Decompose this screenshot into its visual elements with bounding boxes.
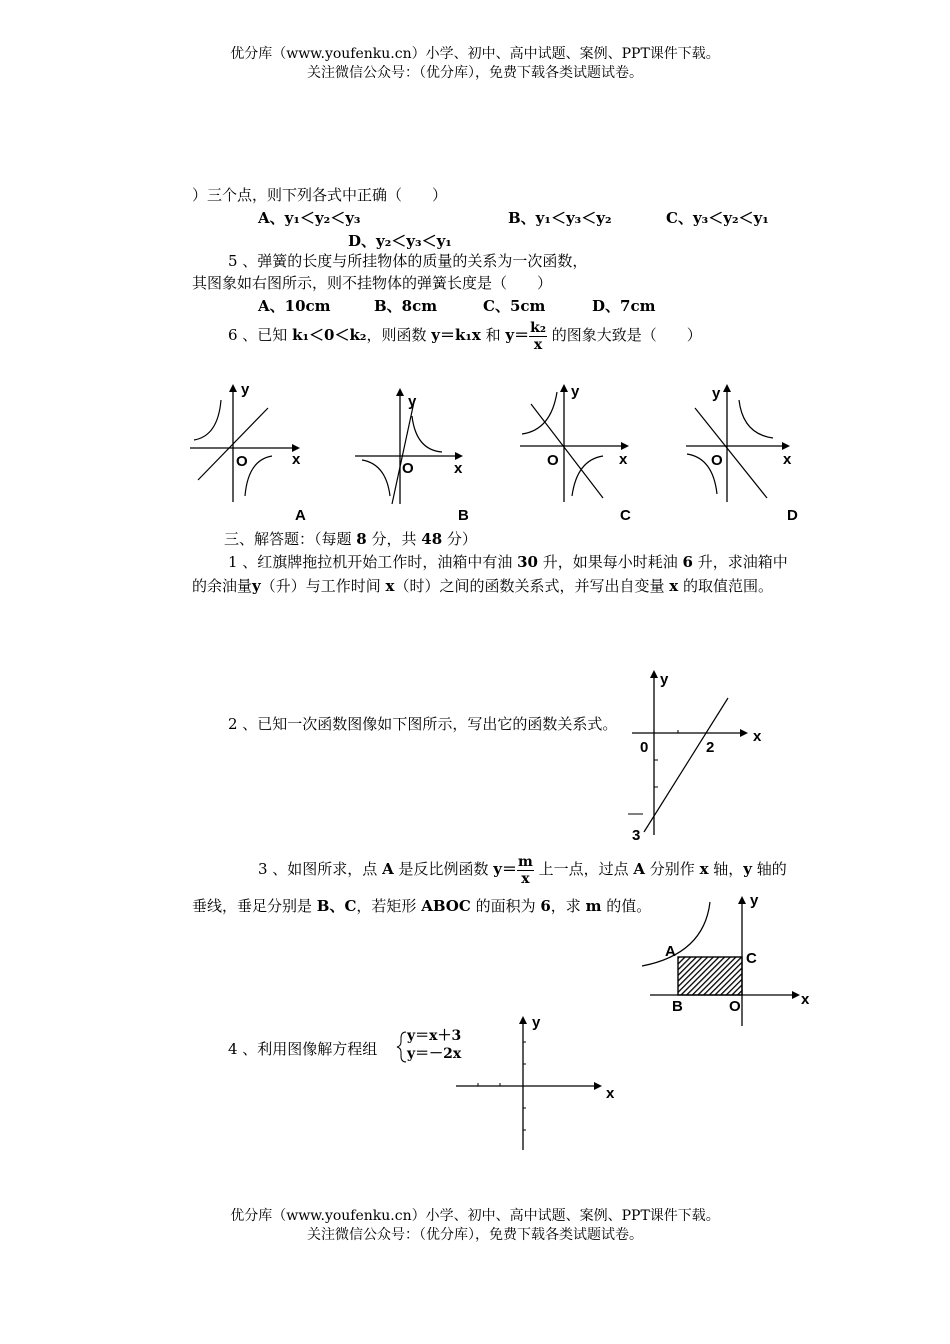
q4-option-d: D、y₂＜y₃＜y₁ <box>348 232 452 250</box>
p3-l1-part: 是反比例函数 <box>393 860 494 878</box>
q6-frac-num: k₂ <box>530 319 546 336</box>
p1-line-1 <box>228 551 788 572</box>
p3-axis-x: x <box>801 991 810 1008</box>
p3-label-b: B <box>672 998 683 1015</box>
p3-l1-part: 轴的 <box>752 860 787 878</box>
p3-l2-bc: B、C <box>316 897 357 915</box>
q6-a-axis-y: y <box>241 381 250 398</box>
section3-title-post: 分） <box>442 530 477 548</box>
q6-frac-den: x <box>533 336 543 353</box>
q6-b-origin: O <box>402 460 414 477</box>
section3-points-total: 48 <box>421 530 443 548</box>
q6-condition: k₁＜0＜k₂ <box>292 326 367 344</box>
p1-l2-var-x: x <box>385 577 395 595</box>
p3-rectangle-aboc <box>678 957 742 995</box>
q4-option-c: C、y₃＜y₂＜y₁ <box>666 209 769 227</box>
q6-graph-b <box>352 380 477 510</box>
q4-stem: ）三个点，则下列各式中正确（ ） <box>192 186 448 204</box>
p1-l1-part: 升，如果每小时耗油 <box>537 553 683 571</box>
p1-l2-var-x2: x <box>669 577 679 595</box>
q6-func2-lhs: y＝ <box>505 326 530 344</box>
p4-graph <box>450 1010 630 1155</box>
q6-c-origin: O <box>547 452 559 469</box>
p3-l1-part: 轴， <box>708 860 744 878</box>
p3-l1-x: x <box>699 860 709 878</box>
q5-line-2: 其图象如右图所示，则不挂物体的弹簧长度是（ ） <box>192 274 553 292</box>
q6-graph-a <box>188 380 308 510</box>
q6-b-axis-x: x <box>454 460 463 477</box>
q6-suffix: 的图象大致是（ ） <box>546 326 702 344</box>
q4-option-b: B、y₁＜y₃＜y₂ <box>508 209 612 227</box>
p2-y-minus: — <box>628 805 643 822</box>
q6-d-axis-y: y <box>712 385 721 402</box>
q5-option-a: A、10cm <box>258 297 331 315</box>
p3-l2-area: 6 <box>540 897 551 915</box>
p3-l1-point-a2: A <box>633 860 646 878</box>
q5-option-d: D、7cm <box>592 297 656 315</box>
q6-a-origin: O <box>236 453 248 470</box>
p3-l1-part: 上一点，过点 <box>533 860 634 878</box>
p3-frac-den: x <box>521 870 530 887</box>
q6-fraction <box>529 320 547 353</box>
q6-a-axis-x: x <box>292 451 301 468</box>
q6-prefix: 6 、已知 <box>228 326 293 344</box>
section3-title-mid: 分，共 <box>366 530 422 548</box>
p3-l1-part: 3 、如图所求，点 <box>258 860 383 878</box>
p2-x-intercept: 2 <box>706 739 715 756</box>
q6-graph-b-label: B <box>458 507 469 524</box>
section3-title <box>224 528 477 549</box>
p1-l2-part: （升）与工作时间 <box>260 577 386 595</box>
p2-text: 2 、已知一次函数图像如下图所示，写出它的函数关系式。 <box>228 715 618 733</box>
p1-l2-part: 的取值范围。 <box>678 577 773 595</box>
header-line-2: 关注微信公众号：（优分库），免费下载各类试题试卷。 <box>307 65 643 81</box>
p4-axis-y: y <box>532 1014 541 1031</box>
header-line-1: 优分库（www.youfenku.cn）小学、初中、高中试题、案例、PPT课件下载。 <box>230 46 720 62</box>
p3-line-2 <box>192 895 651 916</box>
p3-axis-y: y <box>750 892 759 909</box>
section3-title-pre: 三、解答题：（每题 <box>224 530 357 548</box>
q5-line-1: 5 、弹簧的长度与所挂物体的质量的关系为一次函数， <box>228 252 588 270</box>
p3-l1-point-a: A <box>382 860 394 878</box>
section3-points-each: 8 <box>356 530 367 548</box>
p3-l2-m: m <box>585 897 602 915</box>
p3-label-a: A <box>665 943 676 960</box>
p1-l1-part: 1 、红旗牌拖拉机开始工作时，油箱中有油 <box>228 553 518 571</box>
q6-stem <box>228 318 702 353</box>
p4-equation-1: y＝x＋3 <box>407 1028 462 1044</box>
p2-axis-y: y <box>660 671 669 688</box>
p3-l1-part: 分别作 <box>645 860 700 878</box>
p3-label-c: C <box>746 950 757 967</box>
q6-c-axis-x: x <box>619 451 628 468</box>
q6-func1: y＝k₁x <box>431 326 481 344</box>
q5-option-c: C、5cm <box>483 297 546 315</box>
p4-text: 4 、利用图像解方程组 <box>228 1040 378 1058</box>
p3-frac-num: m <box>518 853 533 870</box>
p1-l2-part: 的余油量 <box>192 577 253 595</box>
p3-l2-aboc: ABOC <box>421 897 471 915</box>
q6-mid: ，则函数 <box>366 326 432 344</box>
p2-graph <box>620 660 780 850</box>
q4-option-a: A、y₁＜y₂＜y₃ <box>258 209 361 227</box>
p3-l2-part: 垂线，垂足分别是 <box>192 897 317 915</box>
p3-l2-part: ，求 <box>550 897 586 915</box>
q6-d-origin: O <box>711 452 723 469</box>
p2-y-intercept: 3 <box>632 827 641 844</box>
p1-l2-part: （时）之间的函数关系式，并写出自变量 <box>394 577 670 595</box>
p3-l2-part: 的值。 <box>601 897 652 915</box>
q5-option-b: B、8cm <box>374 297 438 315</box>
p3-l2-part: 的面积为 <box>470 897 541 915</box>
q6-graph-a-label: A <box>295 507 306 524</box>
p3-fraction <box>517 854 534 887</box>
p3-l2-part: ，若矩形 <box>356 897 422 915</box>
q6-graph-d <box>683 378 808 508</box>
q6-b-axis-y: y <box>408 393 417 410</box>
p4-equation-2: y＝－2x <box>407 1046 462 1062</box>
p3-graph <box>640 888 820 1028</box>
p3-label-o: O <box>729 998 741 1015</box>
p4-axis-x: x <box>606 1085 615 1102</box>
p2-origin: 0 <box>640 739 649 756</box>
p1-line-2 <box>192 575 773 596</box>
q6-and: 和 <box>480 326 506 344</box>
q6-d-axis-x: x <box>783 451 792 468</box>
p2-axis-x: x <box>753 728 762 745</box>
p1-l1-oil: 30 <box>517 553 538 571</box>
footer-line-1: 优分库（www.youfenku.cn）小学、初中、高中试题、案例、PPT课件下载。 <box>230 1208 720 1224</box>
p3-l1-func-lhs: y＝ <box>493 860 517 878</box>
p1-l2-var-y: y <box>252 577 261 595</box>
q6-c-axis-y: y <box>571 383 580 400</box>
q6-graph-c-label: C <box>620 507 631 524</box>
q6-graph-c <box>517 378 642 508</box>
p3-line-1 <box>258 852 787 887</box>
p3-l1-y: y <box>743 860 753 878</box>
p1-l1-rate: 6 <box>682 553 693 571</box>
p1-l1-part: 升，求油箱中 <box>692 553 788 571</box>
q6-graph-d-label: D <box>787 507 798 524</box>
footer-line-2: 关注微信公众号：（优分库），免费下载各类试题试卷。 <box>307 1227 643 1243</box>
